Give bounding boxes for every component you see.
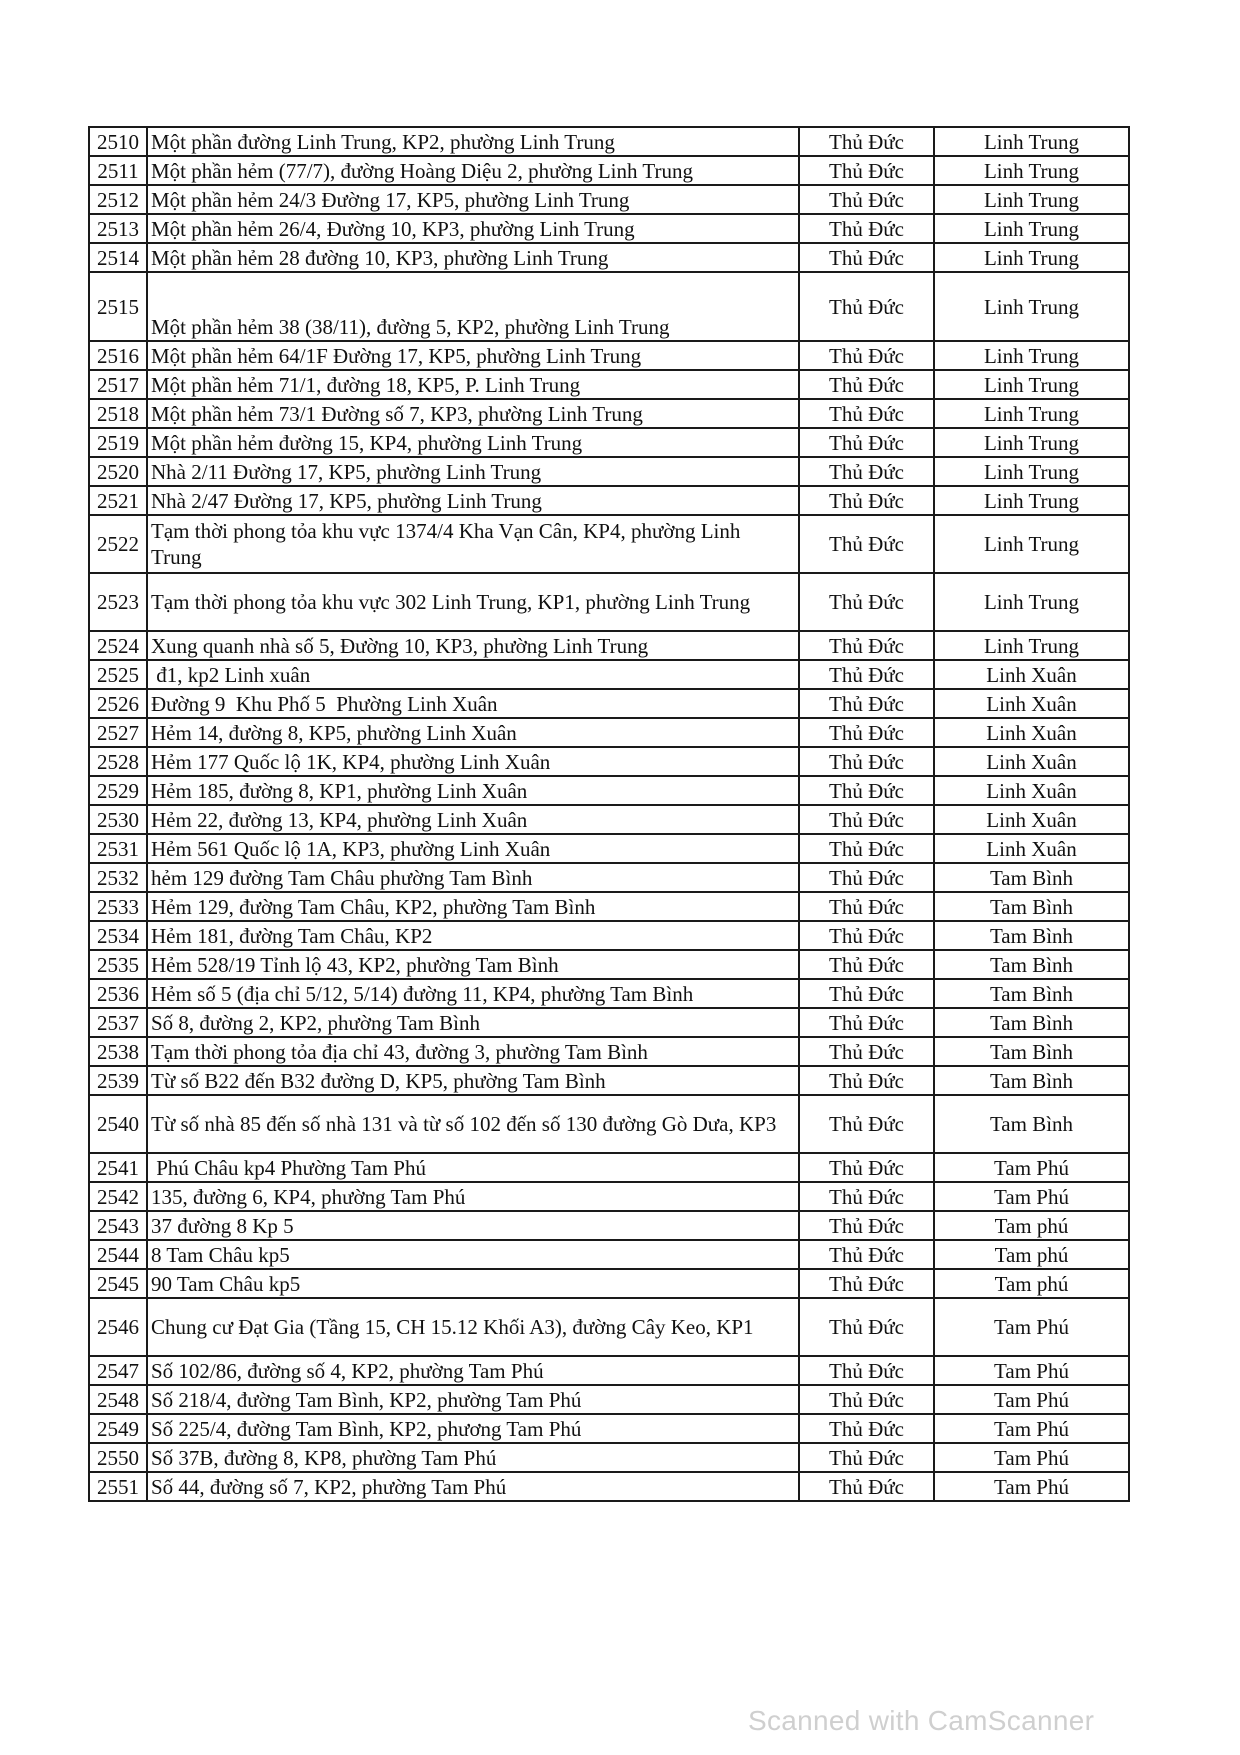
ward-cell: Tam Phú	[934, 1443, 1129, 1472]
table-row	[89, 631, 1129, 660]
table-row	[89, 1240, 1129, 1269]
district-cell: Thủ Đức	[799, 515, 934, 573]
table-row	[89, 1472, 1129, 1501]
ward-cell: Linh Trung	[934, 428, 1129, 457]
row-number-cell: 2519	[89, 428, 147, 457]
address-cell: Nhà 2/47 Đường 17, KP5, phường Linh Trung	[147, 486, 799, 515]
table-row	[89, 834, 1129, 863]
row-number-cell: 2530	[89, 805, 147, 834]
address-cell: Một phần hẻm 71/1, đường 18, KP5, P. Linh Trung	[147, 370, 799, 399]
ward-cell: Linh Xuân	[934, 660, 1129, 689]
table-row	[89, 457, 1129, 486]
row-number-cell: 2544	[89, 1240, 147, 1269]
address-cell: hẻm 129 đường Tam Châu phường Tam Bình	[147, 863, 799, 892]
table-row	[89, 127, 1129, 156]
table-row	[89, 341, 1129, 370]
table-row	[89, 805, 1129, 834]
district-cell: Thủ Đức	[799, 1356, 934, 1385]
table-row	[89, 660, 1129, 689]
table-row	[89, 979, 1129, 1008]
address-cell: Hẻm 528/19 Tỉnh lộ 43, KP2, phường Tam Bình	[147, 950, 799, 979]
address-cell: Hẻm 129, đường Tam Châu, KP2, phường Tam Bình	[147, 892, 799, 921]
row-number-cell: 2523	[89, 573, 147, 631]
row-number-cell: 2537	[89, 1008, 147, 1037]
address-cell: Số 225/4, đường Tam Bình, KP2, phương Tam Phú	[147, 1414, 799, 1443]
district-cell: Thủ Đức	[799, 1269, 934, 1298]
ward-cell: Linh Trung	[934, 399, 1129, 428]
address-cell: Từ số nhà 85 đến số nhà 131 và từ số 102 đến số 130 đường Gò Dưa, KP3	[147, 1095, 799, 1153]
address-cell: Hẻm 22, đường 13, KP4, phường Linh Xuân	[147, 805, 799, 834]
scanner-watermark: Scanned with CamScanner	[748, 1705, 1095, 1736]
district-cell: Thủ Đức	[799, 921, 934, 950]
table-row	[89, 214, 1129, 243]
row-number-cell: 2545	[89, 1269, 147, 1298]
address-cell: đ1, kp2 Linh xuân	[147, 660, 799, 689]
ward-cell: Linh Trung	[934, 370, 1129, 399]
address-cell: Số 218/4, đường Tam Bình, KP2, phường Tam Phú	[147, 1385, 799, 1414]
table-row	[89, 1443, 1129, 1472]
table-row	[89, 1356, 1129, 1385]
address-cell: Số 102/86, đường số 4, KP2, phường Tam Phú	[147, 1356, 799, 1385]
address-cell: Hẻm số 5 (địa chỉ 5/12, 5/14) đường 11, KP4, phường Tam Bình	[147, 979, 799, 1008]
ward-cell: Linh Trung	[934, 214, 1129, 243]
ward-cell: Tam phú	[934, 1240, 1129, 1269]
ward-cell: Tam Bình	[934, 950, 1129, 979]
table-row	[89, 428, 1129, 457]
row-number-cell: 2538	[89, 1037, 147, 1066]
ward-cell: Tam Phú	[934, 1356, 1129, 1385]
district-cell: Thủ Đức	[799, 214, 934, 243]
ward-cell: Linh Trung	[934, 272, 1129, 341]
row-number-cell: 2533	[89, 892, 147, 921]
row-number-cell: 2528	[89, 747, 147, 776]
ward-cell: Tam Bình	[934, 892, 1129, 921]
address-cell: 90 Tam Châu kp5	[147, 1269, 799, 1298]
address-cell: Một phần hẻm 24/3 Đường 17, KP5, phường Linh Trung	[147, 185, 799, 214]
district-cell: Thủ Đức	[799, 1211, 934, 1240]
district-cell: Thủ Đức	[799, 272, 934, 341]
row-number-cell: 2540	[89, 1095, 147, 1153]
address-cell: Tạm thời phong tỏa địa chỉ 43, đường 3, phường Tam Bình	[147, 1037, 799, 1066]
address-cell: Một phần hẻm 73/1 Đường số 7, KP3, phường Linh Trung	[147, 399, 799, 428]
district-cell: Thủ Đức	[799, 631, 934, 660]
district-cell: Thủ Đức	[799, 950, 934, 979]
ward-cell: Linh Trung	[934, 486, 1129, 515]
address-cell: Một phần đường Linh Trung, KP2, phường Linh Trung	[147, 127, 799, 156]
district-cell: Thủ Đức	[799, 834, 934, 863]
district-cell: Thủ Đức	[799, 892, 934, 921]
ward-cell: Tam Phú	[934, 1385, 1129, 1414]
row-number-cell: 2525	[89, 660, 147, 689]
row-number-cell: 2524	[89, 631, 147, 660]
table-row	[89, 950, 1129, 979]
row-number-cell: 2541	[89, 1153, 147, 1182]
district-cell: Thủ Đức	[799, 1472, 934, 1501]
address-cell: Một phần hẻm 38 (38/11), đường 5, KP2, phường Linh Trung	[147, 272, 799, 341]
district-cell: Thủ Đức	[799, 1037, 934, 1066]
row-number-cell: 2522	[89, 515, 147, 573]
row-number-cell: 2513	[89, 214, 147, 243]
row-number-cell: 2517	[89, 370, 147, 399]
address-cell: Hẻm 14, đường 8, KP5, phường Linh Xuân	[147, 718, 799, 747]
table-row	[89, 1095, 1129, 1153]
row-number-cell: 2542	[89, 1182, 147, 1211]
address-cell: 135, đường 6, KP4, phường Tam Phú	[147, 1182, 799, 1211]
ward-cell: Tam Phú	[934, 1298, 1129, 1356]
table-row	[89, 747, 1129, 776]
ward-cell: Linh Trung	[934, 156, 1129, 185]
ward-cell: Tam Bình	[934, 979, 1129, 1008]
table-row	[89, 718, 1129, 747]
row-number-cell: 2527	[89, 718, 147, 747]
ward-cell: Tam Phú	[934, 1414, 1129, 1443]
address-cell: Xung quanh nhà số 5, Đường 10, KP3, phường Linh Trung	[147, 631, 799, 660]
district-cell: Thủ Đức	[799, 457, 934, 486]
address-cell: Số 37B, đường 8, KP8, phường Tam Phú	[147, 1443, 799, 1472]
table-row	[89, 892, 1129, 921]
table-row	[89, 1269, 1129, 1298]
district-cell: Thủ Đức	[799, 776, 934, 805]
row-number-cell: 2548	[89, 1385, 147, 1414]
address-cell: 37 đường 8 Kp 5	[147, 1211, 799, 1240]
row-number-cell: 2510	[89, 127, 147, 156]
district-cell: Thủ Đức	[799, 1414, 934, 1443]
row-number-cell: 2511	[89, 156, 147, 185]
ward-cell: Linh Trung	[934, 573, 1129, 631]
table-row	[89, 1182, 1129, 1211]
address-cell: 8 Tam Châu kp5	[147, 1240, 799, 1269]
row-number-cell: 2535	[89, 950, 147, 979]
row-number-cell: 2514	[89, 243, 147, 272]
ward-cell: Linh Xuân	[934, 776, 1129, 805]
district-cell: Thủ Đức	[799, 1153, 934, 1182]
district-cell: Thủ Đức	[799, 1385, 934, 1414]
ward-cell: Linh Trung	[934, 127, 1129, 156]
table-row	[89, 486, 1129, 515]
table-row	[89, 243, 1129, 272]
table-row	[89, 689, 1129, 718]
table-row	[89, 370, 1129, 399]
district-cell: Thủ Đức	[799, 805, 934, 834]
district-cell: Thủ Đức	[799, 185, 934, 214]
table-row	[89, 573, 1129, 631]
ward-cell: Linh Xuân	[934, 689, 1129, 718]
table-row	[89, 1153, 1129, 1182]
ward-cell: Linh Xuân	[934, 747, 1129, 776]
district-cell: Thủ Đức	[799, 1095, 934, 1153]
ward-cell: Tam phú	[934, 1269, 1129, 1298]
row-number-cell: 2521	[89, 486, 147, 515]
ward-cell: Linh Trung	[934, 631, 1129, 660]
district-cell: Thủ Đức	[799, 243, 934, 272]
address-cell: Hẻm 185, đường 8, KP1, phường Linh Xuân	[147, 776, 799, 805]
ward-cell: Tam Phú	[934, 1153, 1129, 1182]
ward-cell: Linh Xuân	[934, 718, 1129, 747]
address-cell: Một phần hẻm 64/1F Đường 17, KP5, phường Linh Trung	[147, 341, 799, 370]
table-row	[89, 399, 1129, 428]
row-number-cell: 2550	[89, 1443, 147, 1472]
row-number-cell: 2551	[89, 1472, 147, 1501]
address-cell: Tạm thời phong tỏa khu vực 302 Linh Trung, KP1, phường Linh Trung	[147, 573, 799, 631]
row-number-cell: 2536	[89, 979, 147, 1008]
table-row	[89, 1385, 1129, 1414]
table-body	[89, 127, 1129, 1501]
ward-cell: Linh Xuân	[934, 834, 1129, 863]
table-row	[89, 515, 1129, 573]
row-number-cell: 2529	[89, 776, 147, 805]
table-row	[89, 921, 1129, 950]
district-cell: Thủ Đức	[799, 1443, 934, 1472]
ward-cell: Linh Xuân	[934, 805, 1129, 834]
district-cell: Thủ Đức	[799, 689, 934, 718]
table-row	[89, 1414, 1129, 1443]
address-cell: Một phần hẻm 28 đường 10, KP3, phường Linh Trung	[147, 243, 799, 272]
ward-cell: Tam Phú	[934, 1182, 1129, 1211]
address-cell: Một phần hẻm (77/7), đường Hoàng Diệu 2, phường Linh Trung	[147, 156, 799, 185]
table-row	[89, 185, 1129, 214]
row-number-cell: 2546	[89, 1298, 147, 1356]
row-number-cell: 2531	[89, 834, 147, 863]
ward-cell: Linh Trung	[934, 515, 1129, 573]
ward-cell: Tam phú	[934, 1211, 1129, 1240]
district-cell: Thủ Đức	[799, 1008, 934, 1037]
district-cell: Thủ Đức	[799, 747, 934, 776]
table-row	[89, 1211, 1129, 1240]
row-number-cell: 2532	[89, 863, 147, 892]
district-cell: Thủ Đức	[799, 127, 934, 156]
address-cell: Hẻm 181, đường Tam Châu, KP2	[147, 921, 799, 950]
ward-cell: Tam Bình	[934, 921, 1129, 950]
ward-cell: Linh Trung	[934, 457, 1129, 486]
table-row	[89, 272, 1129, 341]
ward-cell: Tam Bình	[934, 1095, 1129, 1153]
table-row	[89, 1298, 1129, 1356]
row-number-cell: 2526	[89, 689, 147, 718]
district-cell: Thủ Đức	[799, 1066, 934, 1095]
table-row	[89, 863, 1129, 892]
district-cell: Thủ Đức	[799, 428, 934, 457]
address-cell: Số 44, đường số 7, KP2, phường Tam Phú	[147, 1472, 799, 1501]
ward-cell: Tam Bình	[934, 1037, 1129, 1066]
table-row	[89, 156, 1129, 185]
table-row	[89, 776, 1129, 805]
address-cell: Một phần hẻm đường 15, KP4, phường Linh Trung	[147, 428, 799, 457]
address-cell: Chung cư Đạt Gia (Tầng 15, CH 15.12 Khối A3), đường Cây Keo, KP1	[147, 1298, 799, 1356]
address-cell: Nhà 2/11 Đường 17, KP5, phường Linh Trung	[147, 457, 799, 486]
row-number-cell: 2547	[89, 1356, 147, 1385]
row-number-cell: 2515	[89, 272, 147, 341]
row-number-cell: 2549	[89, 1414, 147, 1443]
row-number-cell: 2520	[89, 457, 147, 486]
district-cell: Thủ Đức	[799, 1240, 934, 1269]
district-cell: Thủ Đức	[799, 660, 934, 689]
table-row	[89, 1066, 1129, 1095]
ward-cell: Linh Trung	[934, 243, 1129, 272]
row-number-cell: 2534	[89, 921, 147, 950]
address-cell: Phú Châu kp4 Phường Tam Phú	[147, 1153, 799, 1182]
row-number-cell: 2512	[89, 185, 147, 214]
district-cell: Thủ Đức	[799, 979, 934, 1008]
district-cell: Thủ Đức	[799, 1298, 934, 1356]
ward-cell: Tam Phú	[934, 1472, 1129, 1501]
district-cell: Thủ Đức	[799, 341, 934, 370]
address-cell: Đường 9 Khu Phố 5 Phường Linh Xuân	[147, 689, 799, 718]
address-cell: Số 8, đường 2, KP2, phường Tam Bình	[147, 1008, 799, 1037]
ward-cell: Linh Trung	[934, 185, 1129, 214]
row-number-cell: 2518	[89, 399, 147, 428]
district-cell: Thủ Đức	[799, 863, 934, 892]
address-cell: Hẻm 561 Quốc lộ 1A, KP3, phường Linh Xuân	[147, 834, 799, 863]
address-cell: Hẻm 177 Quốc lộ 1K, KP4, phường Linh Xuân	[147, 747, 799, 776]
table-row	[89, 1008, 1129, 1037]
district-cell: Thủ Đức	[799, 718, 934, 747]
district-cell: Thủ Đức	[799, 486, 934, 515]
address-cell: Tạm thời phong tỏa khu vực 1374/4 Kha Vạn Cân, KP4, phường Linh Trung	[147, 515, 799, 573]
district-cell: Thủ Đức	[799, 1182, 934, 1211]
district-cell: Thủ Đức	[799, 573, 934, 631]
address-cell: Một phần hẻm 26/4, Đường 10, KP3, phường Linh Trung	[147, 214, 799, 243]
location-table	[88, 126, 1130, 1502]
row-number-cell: 2543	[89, 1211, 147, 1240]
district-cell: Thủ Đức	[799, 399, 934, 428]
district-cell: Thủ Đức	[799, 370, 934, 399]
ward-cell: Tam Bình	[934, 863, 1129, 892]
ward-cell: Tam Bình	[934, 1008, 1129, 1037]
district-cell: Thủ Đức	[799, 156, 934, 185]
ward-cell: Linh Trung	[934, 341, 1129, 370]
row-number-cell: 2516	[89, 341, 147, 370]
address-cell: Từ số B22 đến B32 đường D, KP5, phường Tam Bình	[147, 1066, 799, 1095]
ward-cell: Tam Bình	[934, 1066, 1129, 1095]
row-number-cell: 2539	[89, 1066, 147, 1095]
table-row	[89, 1037, 1129, 1066]
